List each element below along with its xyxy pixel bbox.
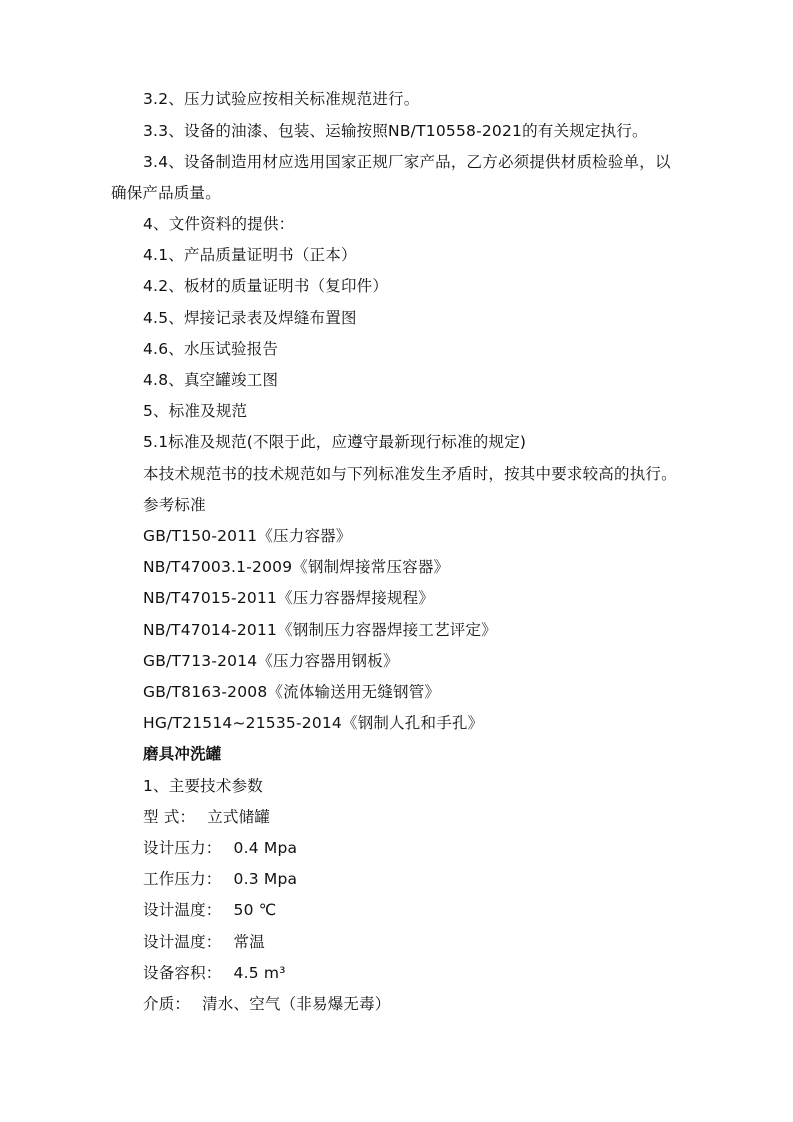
clause-3-4: 3.4、设备制造用材应选用国家正规厂家产品，乙方必须提供材质检验单，以 [143,153,671,171]
clause-4-2: 4.2、板材的质量证明书（复印件） [143,277,389,295]
precedence-note: 本技术规范书的技术规范如与下列标准发生矛盾时，按其中要求较高的执行。 [143,465,677,483]
spec-row-design-temperature [143,900,276,920]
standard-item: HG/T21514~21535-2014《钢制人孔和手孔》 [143,714,484,732]
standard-item: NB/T47003.1-2009《钢制焊接常压容器》 [143,558,450,576]
clause-4-1: 4.1、产品质量证明书（正本） [143,246,357,264]
spec-label: 设备容积： [143,964,222,982]
spec-row-type [143,807,270,827]
spec-value: 立式储罐 [207,808,271,826]
spec-row-medium [143,994,391,1014]
spec-value: 50 ℃ [233,901,277,919]
equipment-title: 磨具冲洗罐 [143,745,222,763]
spec-value: 0.4 Mpa [233,839,298,857]
clause-3-3: 3.3、设备的油漆、包装、运输按照NB/T10558-2021的有关规定执行。 [143,122,648,140]
spec-value: 清水、空气（非易爆无毒） [202,995,391,1013]
technical-parameters-heading: 1、主要技术参数 [143,777,263,795]
clause-4-8: 4.8、真空罐竣工图 [143,371,279,389]
spec-row-design-pressure [143,838,297,858]
section-4-heading: 4、文件资料的提供： [143,215,295,233]
spec-value: 4.5 m³ [233,964,286,982]
standard-item: NB/T47015-2011《压力容器焊接规程》 [143,589,435,607]
standard-item: GB/T150-2011《压力容器》 [143,527,352,545]
spec-label: 工作压力： [143,870,222,888]
spec-row-volume [143,963,286,983]
clause-5-1: 5.1标准及规范(不限于此，应遵守最新现行标准的规定) [143,433,527,451]
reference-standards-heading: 参考标准 [143,496,206,514]
spec-label: 介质： [143,995,191,1013]
clause-4-6: 4.6、水压试验报告 [143,340,279,358]
spec-label: 设计温度： [143,901,222,919]
spec-label: 设计压力： [143,839,222,857]
clause-4-5: 4.5、焊接记录表及焊缝布置图 [143,309,357,327]
standard-item: GB/T713-2014《压力容器用钢板》 [143,652,399,670]
spec-value: 0.3 Mpa [233,870,298,888]
standard-item: GB/T8163-2008《流体输送用无缝钢管》 [143,683,441,701]
spec-row-operating-temperature [143,932,265,952]
spec-row-working-pressure [143,869,297,889]
clause-3-4-continued: 确保产品质量。 [111,184,221,202]
spec-label: 型 式： [143,808,196,826]
spec-value: 常温 [233,933,265,951]
section-5-heading: 5、标准及规范 [143,402,248,420]
clause-3-2: 3.2、压力试验应按相关标准规范进行。 [143,90,420,108]
standard-item: NB/T47014-2011《钢制压力容器焊接工艺评定》 [143,621,497,639]
spec-label: 设计温度： [143,933,222,951]
